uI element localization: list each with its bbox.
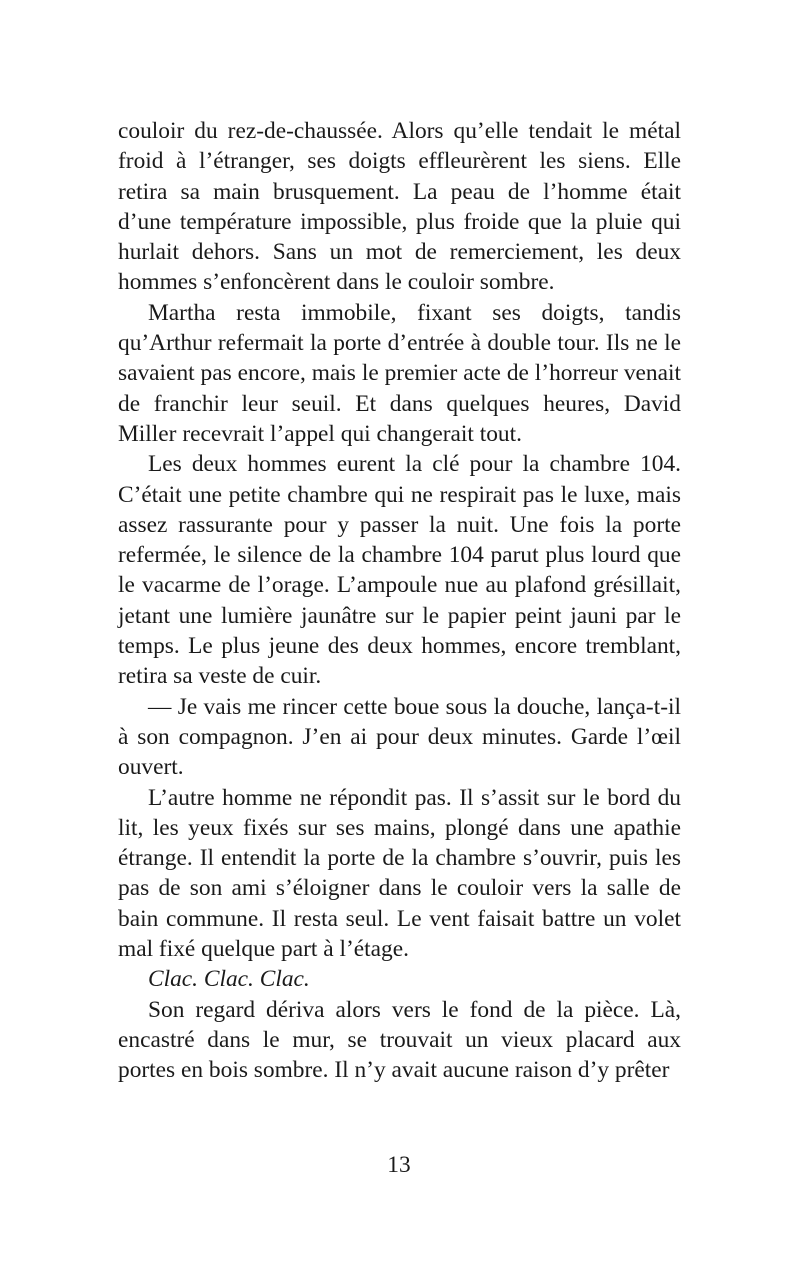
paragraph: L’autre homme ne répondit pas. Il s’assit sur le bord du lit, les yeux fixés sur ses mains, plongé dans une apathie étrange. Il entendit la porte de la chambre s’ouvrir, puis les pas de son ami s’éloigner dans le couloir vers la salle de bain commune. Il resta seul. Le vent faisait battre un volet mal fixé quelque part à l’étage. bbox=[118, 784, 681, 963]
paragraph-dialogue: — Je vais me rincer cette boue sous la douche, lança-t-il à son compagnon. J’en ai pour deux minutes. Garde l’œil ouvert. bbox=[118, 693, 681, 781]
paragraph: Martha resta immobile, fixant ses doigts, tandis qu’Arthur refermait la porte d’entrée à double tour. Ils ne le savaient pas encore, mais le premier acte de l’horreur venait de franchir leur seuil. Et dans quelques heures, David Miller recevrait l’appel qui changerait tout. bbox=[118, 299, 681, 447]
paragraph: Son regard dériva alors vers le fond de la pièce. Là, encastré dans le mur, se trouvait un vieux placard aux portes en bois sombre. Il n’y avait aucune raison d’y prêter bbox=[118, 996, 681, 1084]
paragraph: Les deux hommes eurent la clé pour la chambre 104. C’était une petite chambre qui ne respirait pas le luxe, mais assez rassurante pour y passer la nuit. Une fois la porte refermée, le silence de la chambre 104 parut plus lourd que le vacarme de l’orage. L’ampoule nue au plafond grésillait, jetant une lumière jaunâtre sur le papier peint jauni par le temps. Le plus jeune des deux hommes, encore tremblant, retira sa veste de cuir. bbox=[118, 451, 681, 690]
paragraph-italic-sound: Clac. Clac. Clac. bbox=[148, 966, 310, 993]
body-text bbox=[118, 116, 681, 1086]
page-number: 13 bbox=[387, 1152, 411, 1178]
paragraph: couloir du rez-de-chaussée. Alors qu’elle tendait le métal froid à l’étranger, ses doigts effleurèrent les siens. Elle retira sa main brusquement. La peau de l’homme était d’une température impossible, plus froide que la pluie qui hurlait dehors. Sans un mot de remerciement, les deux hommes s’enfoncèrent dans le couloir sombre. bbox=[118, 118, 681, 296]
